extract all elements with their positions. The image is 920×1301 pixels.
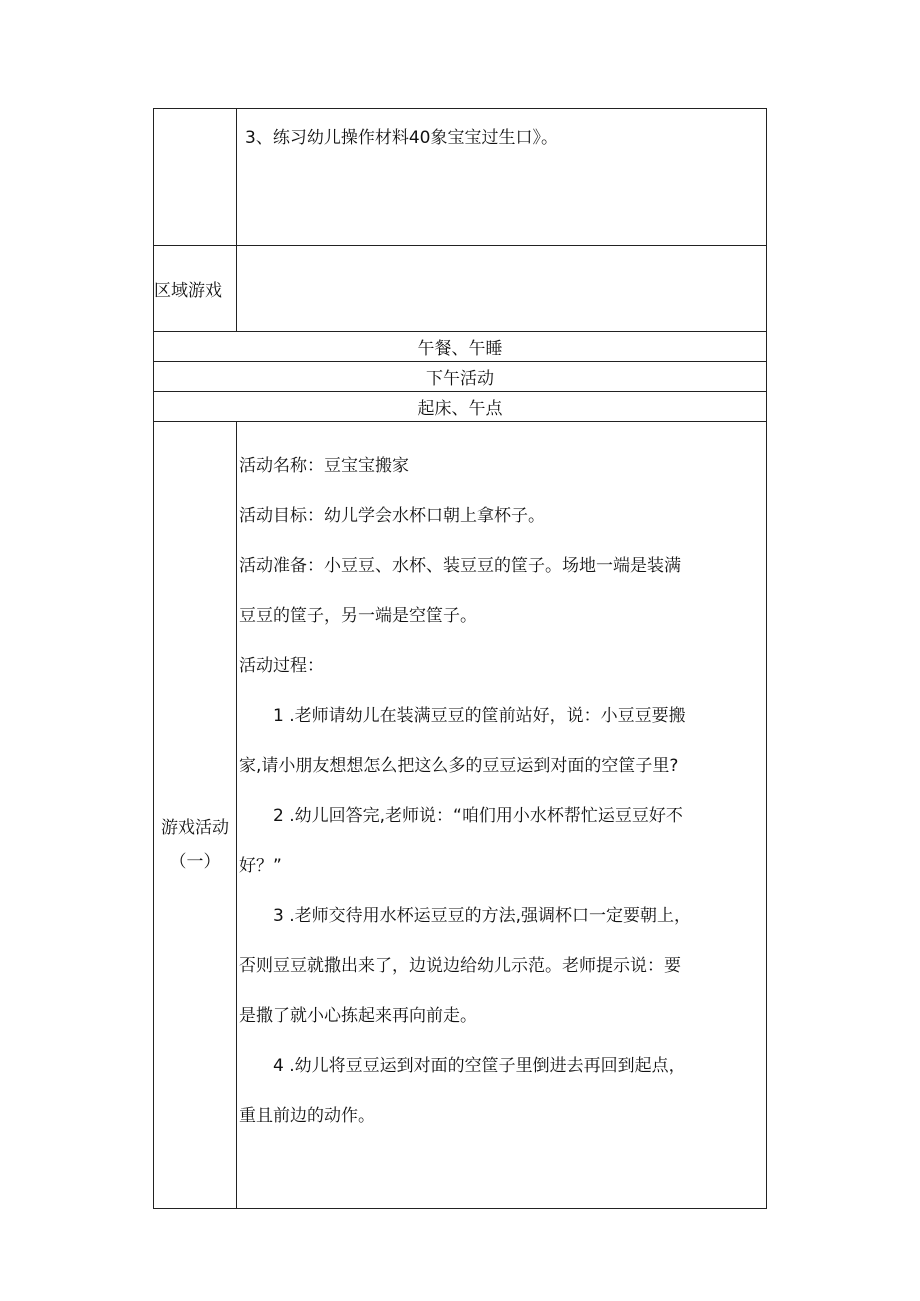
area-games-content (237, 246, 767, 332)
section-lunch-nap: 午餐、午睡 (154, 332, 767, 362)
step3-line1: 3 .老师交待用水杯运豆豆的方法,强调杯口一定要朝上， (273, 906, 692, 926)
step2-line1: 2 .幼儿回答完,老师说：“咱们用小水杯帮忙运豆豆好不 (273, 806, 683, 826)
practice-inner-table (237, 109, 767, 245)
area-games-label: 区域游戏 (154, 246, 237, 332)
step1-line2: 家,请小朋友想想怎么把这么多的豆豆运到对面的空筐子里? (239, 756, 679, 776)
empty-cell (154, 109, 237, 246)
step1-line1: 1 .老师请幼儿在装满豆豆的筐前站好，说：小豆豆要搬 (273, 706, 686, 726)
activity-process: 活动过程： (239, 656, 324, 676)
empty-side-cell (629, 109, 767, 245)
step3-line3: 是撒了就小心拣起来再向前走。 (239, 1006, 477, 1026)
table-row (154, 246, 767, 332)
practice-cell (237, 109, 767, 246)
step4-line2: 重且前边的动作。 (239, 1106, 375, 1126)
activity-name: 活动名称：豆宝宝搬家 (239, 456, 409, 476)
game-activity-content (237, 422, 767, 1209)
practice-text: 3、练习幼儿操作材料40象宝宝过生口》。 (245, 128, 558, 148)
activity-goal: 活动目标：幼儿学会水杯口朝上拿杯子。 (239, 506, 545, 526)
game-activity-label-line1: 游戏活动 (161, 818, 229, 838)
table-row (154, 422, 767, 1209)
schedule-table (153, 108, 767, 1209)
step3-line2: 否则豆豆就撒出来了，边说边给幼儿示范。老师提示说：要 (239, 956, 681, 976)
table-row (154, 332, 767, 362)
step2-line2: 好？” (239, 856, 282, 876)
table-row (154, 392, 767, 422)
activity-prep-line2: 豆豆的筐子，另一端是空筐子。 (239, 606, 477, 626)
section-wakeup-snack: 起床、午点 (154, 392, 767, 422)
table-row (154, 362, 767, 392)
game-activity-label-line2: （一） (169, 852, 221, 872)
step4-line1: 4 .幼儿将豆豆运到对面的空筐子里倒进去再回到起点， (273, 1056, 686, 1076)
section-afternoon-activity: 下午活动 (154, 362, 767, 392)
game-activity-label (154, 422, 237, 1209)
table-row (154, 109, 767, 246)
activity-prep-line1: 活动准备：小豆豆、水杯、装豆豆的筐子。场地一端是装满 (239, 556, 681, 576)
